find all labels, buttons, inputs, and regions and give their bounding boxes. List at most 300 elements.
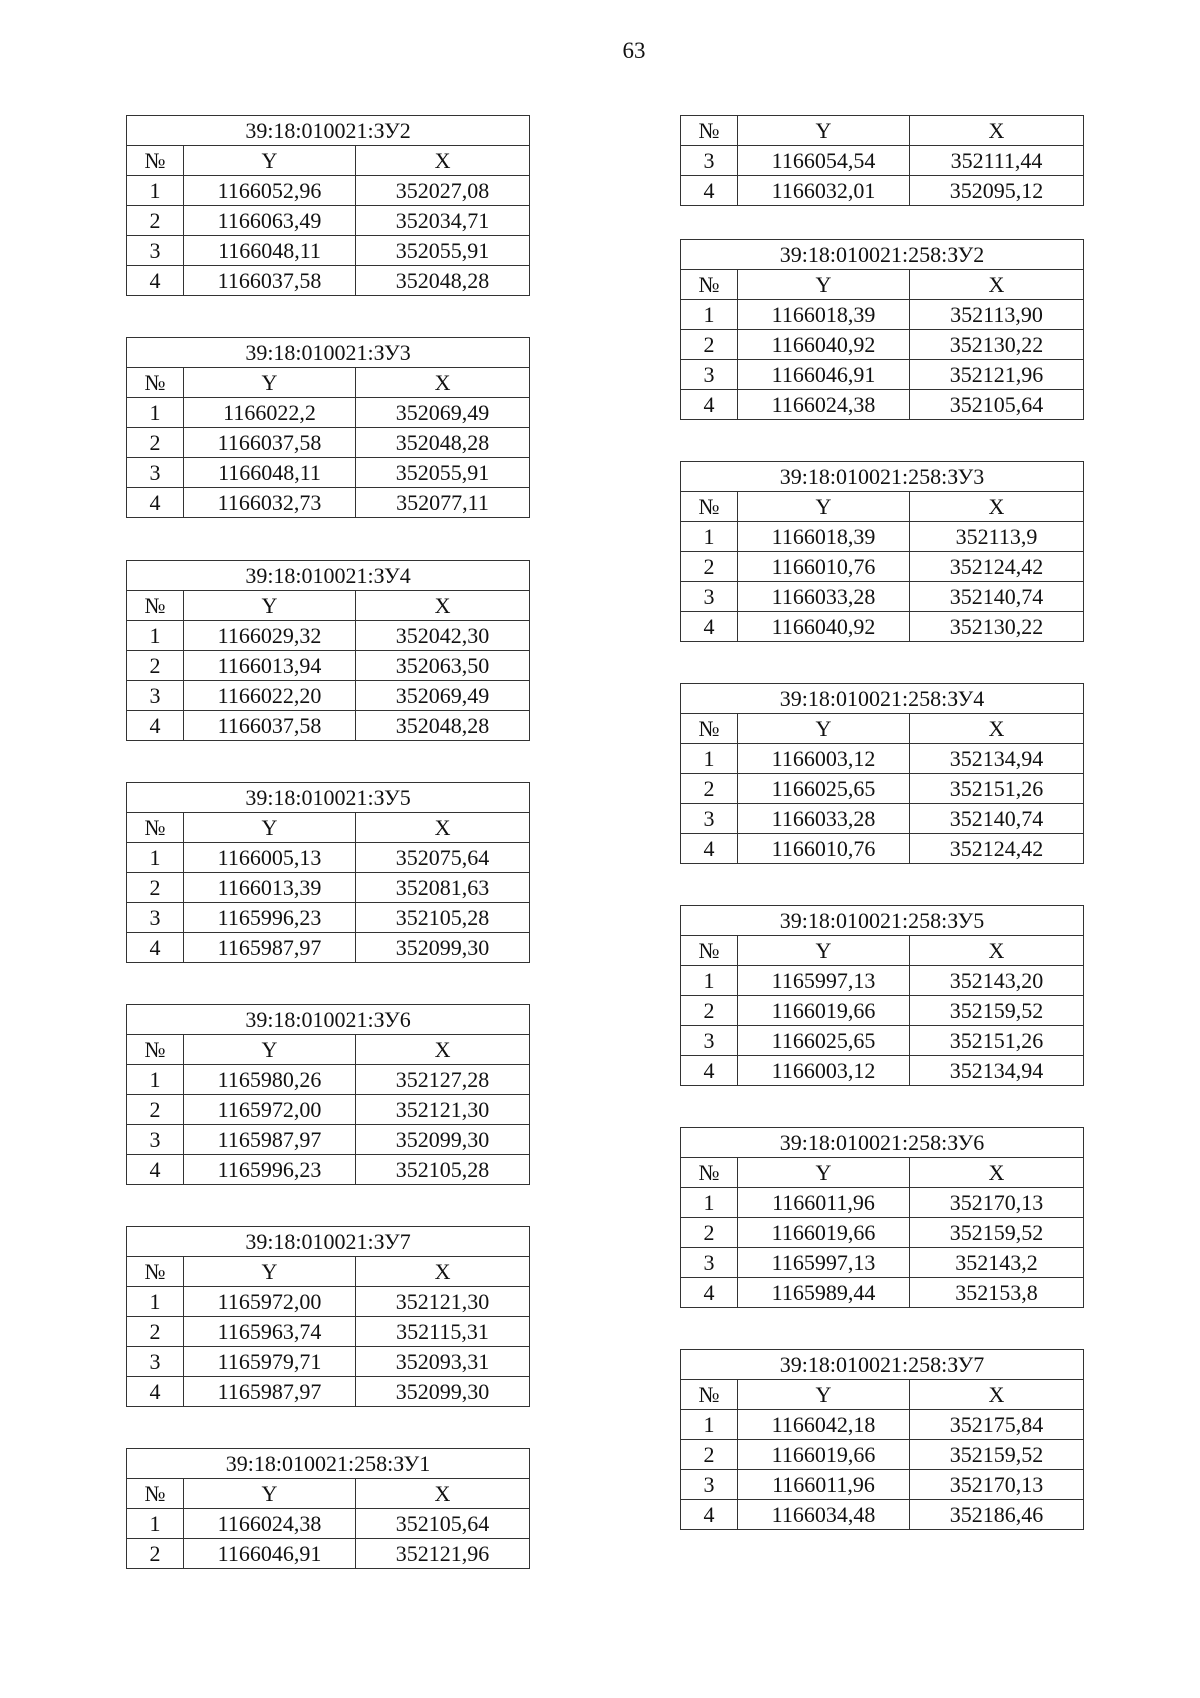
header-x: X	[910, 1380, 1084, 1410]
point-number: 3	[127, 1347, 184, 1377]
coord-y: 1166013,94	[184, 651, 356, 681]
coord-x: 352140,74	[910, 804, 1084, 834]
header-number: №	[127, 1257, 184, 1287]
coord-x: 352124,42	[910, 552, 1084, 582]
point-number: 4	[681, 834, 738, 864]
point-number: 4	[681, 390, 738, 420]
coord-x: 352048,28	[356, 428, 530, 458]
header-y: Y	[738, 714, 910, 744]
coord-x: 352134,94	[910, 1056, 1084, 1086]
point-number: 2	[127, 1539, 184, 1569]
coord-x: 352115,31	[356, 1317, 530, 1347]
table-title-row	[127, 116, 530, 146]
coord-y: 1166019,66	[738, 996, 910, 1026]
table-row	[127, 1287, 530, 1317]
coord-y: 1166003,12	[738, 1056, 910, 1086]
header-number: №	[681, 492, 738, 522]
point-number: 3	[127, 458, 184, 488]
table-row	[127, 1539, 530, 1569]
coord-x: 352105,64	[356, 1509, 530, 1539]
header-x: X	[910, 714, 1084, 744]
header-y: Y	[184, 368, 356, 398]
table-row	[127, 1095, 530, 1125]
point-number: 4	[127, 266, 184, 296]
table-row	[127, 1317, 530, 1347]
header-x: X	[910, 936, 1084, 966]
point-number: 2	[127, 651, 184, 681]
table-row	[127, 1155, 530, 1185]
header-number: №	[681, 714, 738, 744]
table-row	[127, 873, 530, 903]
coord-x: 352130,22	[910, 612, 1084, 642]
point-number: 3	[681, 1248, 738, 1278]
coordinate-table-wrapper	[680, 115, 1084, 206]
coord-x: 352124,42	[910, 834, 1084, 864]
coord-y: 1165996,23	[184, 1155, 356, 1185]
coord-x: 352048,28	[356, 711, 530, 741]
coord-x: 352113,9	[910, 522, 1084, 552]
table-title: 39:18:010021:258:ЗУ7	[681, 1350, 1084, 1380]
point-number: 2	[127, 1095, 184, 1125]
table-row	[681, 774, 1084, 804]
table-row	[681, 522, 1084, 552]
table-title: 39:18:010021:258:ЗУ5	[681, 906, 1084, 936]
coord-y: 1166048,11	[184, 458, 356, 488]
table-title-row	[127, 1449, 530, 1479]
coordinate-table	[126, 115, 530, 296]
coord-x: 352153,8	[910, 1278, 1084, 1308]
point-number: 4	[681, 612, 738, 642]
coordinate-table-wrapper	[680, 1349, 1084, 1530]
coord-x: 352099,30	[356, 933, 530, 963]
coord-x: 352105,28	[356, 903, 530, 933]
point-number: 1	[127, 398, 184, 428]
table-row	[681, 1278, 1084, 1308]
coord-x: 352159,52	[910, 1218, 1084, 1248]
table-title-row	[681, 684, 1084, 714]
table-row	[127, 1377, 530, 1407]
coord-x: 352159,52	[910, 1440, 1084, 1470]
table-row	[681, 804, 1084, 834]
coord-y: 1165972,00	[184, 1287, 356, 1317]
table-title-row	[127, 1005, 530, 1035]
point-number: 3	[127, 681, 184, 711]
header-y: Y	[184, 1035, 356, 1065]
point-number: 2	[681, 996, 738, 1026]
table-row	[127, 681, 530, 711]
table-title-row	[681, 462, 1084, 492]
table-row	[127, 711, 530, 741]
coord-y: 1166003,12	[738, 744, 910, 774]
page-number: 63	[622, 38, 646, 63]
point-number: 2	[681, 1218, 738, 1248]
coord-x: 352099,30	[356, 1125, 530, 1155]
point-number: 2	[681, 1440, 738, 1470]
coordinate-table-wrapper	[126, 1448, 530, 1569]
coord-x: 352055,91	[356, 236, 530, 266]
table-title-row	[127, 1227, 530, 1257]
coord-y: 1166048,11	[184, 236, 356, 266]
coord-x: 352130,22	[910, 330, 1084, 360]
coord-y: 1166010,76	[738, 552, 910, 582]
table-title: 39:18:010021:258:ЗУ4	[681, 684, 1084, 714]
point-number: 3	[681, 360, 738, 390]
coord-x: 352042,30	[356, 621, 530, 651]
coordinate-table	[680, 115, 1084, 206]
table-row	[127, 1125, 530, 1155]
coord-y: 1166010,76	[738, 834, 910, 864]
coordinate-table-wrapper	[126, 115, 530, 296]
coordinate-table	[126, 782, 530, 963]
header-y: Y	[738, 1380, 910, 1410]
coord-x: 352063,50	[356, 651, 530, 681]
table-title: 39:18:010021:ЗУ3	[127, 338, 530, 368]
header-number: №	[681, 936, 738, 966]
table-title-row	[127, 338, 530, 368]
table-row	[681, 1410, 1084, 1440]
coord-y: 1165996,23	[184, 903, 356, 933]
table-row	[681, 1440, 1084, 1470]
coord-y: 1166032,01	[738, 176, 910, 206]
point-number: 3	[681, 582, 738, 612]
coord-y: 1166024,38	[738, 390, 910, 420]
point-number: 4	[127, 933, 184, 963]
header-x: X	[910, 270, 1084, 300]
header-number: №	[127, 1479, 184, 1509]
table-row	[127, 488, 530, 518]
coord-y: 1166034,48	[738, 1500, 910, 1530]
table-row	[681, 552, 1084, 582]
header-y: Y	[184, 591, 356, 621]
coord-y: 1165997,13	[738, 966, 910, 996]
table-row	[127, 933, 530, 963]
coordinate-table-wrapper	[126, 1226, 530, 1407]
coordinate-table-wrapper	[126, 782, 530, 963]
coord-x: 352140,74	[910, 582, 1084, 612]
table-header-row	[681, 1380, 1084, 1410]
table-row	[681, 330, 1084, 360]
table-row	[681, 1026, 1084, 1056]
point-number: 2	[127, 206, 184, 236]
coordinate-table	[126, 1004, 530, 1185]
table-header-row	[681, 270, 1084, 300]
coord-y: 1166005,13	[184, 843, 356, 873]
table-row	[681, 1470, 1084, 1500]
point-number: 2	[681, 552, 738, 582]
header-x: X	[910, 492, 1084, 522]
coord-x: 352027,08	[356, 176, 530, 206]
table-header-row	[681, 936, 1084, 966]
coord-y: 1165987,97	[184, 933, 356, 963]
coord-x: 352170,13	[910, 1188, 1084, 1218]
point-number: 3	[681, 146, 738, 176]
header-y: Y	[184, 813, 356, 843]
point-number: 1	[681, 966, 738, 996]
coord-y: 1165987,97	[184, 1377, 356, 1407]
coord-y: 1165989,44	[738, 1278, 910, 1308]
coordinate-table-wrapper	[680, 461, 1084, 642]
coordinate-table	[680, 683, 1084, 864]
table-header-row	[681, 714, 1084, 744]
point-number: 4	[681, 1056, 738, 1086]
coord-y: 1166022,20	[184, 681, 356, 711]
table-header-row	[127, 1479, 530, 1509]
coord-x: 352081,63	[356, 873, 530, 903]
coord-x: 352143,2	[910, 1248, 1084, 1278]
coord-y: 1165997,13	[738, 1248, 910, 1278]
header-number: №	[127, 1035, 184, 1065]
table-header-row	[127, 813, 530, 843]
coordinate-table	[680, 1349, 1084, 1530]
coord-y: 1166019,66	[738, 1440, 910, 1470]
header-y: Y	[184, 146, 356, 176]
table-row	[127, 843, 530, 873]
header-x: X	[356, 1035, 530, 1065]
table-header-row	[681, 1158, 1084, 1188]
header-number: №	[681, 1380, 738, 1410]
header-number: №	[681, 270, 738, 300]
point-number: 3	[681, 1026, 738, 1056]
table-title: 39:18:010021:ЗУ4	[127, 561, 530, 591]
coord-y: 1165987,97	[184, 1125, 356, 1155]
table-row	[681, 582, 1084, 612]
table-title-row	[681, 1128, 1084, 1158]
table-title: 39:18:010021:ЗУ7	[127, 1227, 530, 1257]
table-header-row	[127, 146, 530, 176]
header-number: №	[127, 368, 184, 398]
point-number: 1	[127, 1509, 184, 1539]
table-header-row	[681, 116, 1084, 146]
coord-y: 1166025,65	[738, 1026, 910, 1056]
point-number: 1	[681, 744, 738, 774]
coordinate-table-wrapper	[126, 560, 530, 741]
table-row	[127, 176, 530, 206]
coord-y: 1166054,54	[738, 146, 910, 176]
coord-x: 352134,94	[910, 744, 1084, 774]
header-x: X	[910, 116, 1084, 146]
header-y: Y	[738, 1158, 910, 1188]
coordinate-table	[680, 461, 1084, 642]
coord-x: 352159,52	[910, 996, 1084, 1026]
coord-x: 352069,49	[356, 681, 530, 711]
point-number: 1	[127, 621, 184, 651]
coord-x: 352151,26	[910, 1026, 1084, 1056]
table-title-row	[681, 1350, 1084, 1380]
coord-y: 1166024,38	[184, 1509, 356, 1539]
table-title-row	[127, 783, 530, 813]
coordinate-table	[126, 1448, 530, 1569]
point-number: 4	[127, 488, 184, 518]
coord-x: 352069,49	[356, 398, 530, 428]
table-row	[127, 458, 530, 488]
point-number: 1	[127, 176, 184, 206]
point-number: 3	[681, 1470, 738, 1500]
point-number: 2	[681, 774, 738, 804]
table-row	[681, 834, 1084, 864]
point-number: 3	[127, 903, 184, 933]
header-number: №	[127, 813, 184, 843]
table-row	[681, 1218, 1084, 1248]
coord-x: 352127,28	[356, 1065, 530, 1095]
coordinate-table	[126, 337, 530, 518]
table-title: 39:18:010021:ЗУ2	[127, 116, 530, 146]
point-number: 1	[127, 1287, 184, 1317]
table-row	[681, 176, 1084, 206]
coord-y: 1166040,92	[738, 612, 910, 642]
header-number: №	[127, 591, 184, 621]
coord-y: 1166052,96	[184, 176, 356, 206]
coord-x: 352093,31	[356, 1347, 530, 1377]
point-number: 1	[681, 522, 738, 552]
coord-y: 1166019,66	[738, 1218, 910, 1248]
point-number: 1	[127, 1065, 184, 1095]
point-number: 2	[127, 873, 184, 903]
coord-x: 352095,12	[910, 176, 1084, 206]
table-row	[127, 621, 530, 651]
header-y: Y	[738, 270, 910, 300]
coord-y: 1165972,00	[184, 1095, 356, 1125]
coord-y: 1166033,28	[738, 804, 910, 834]
table-header-row	[681, 492, 1084, 522]
coord-x: 352105,64	[910, 390, 1084, 420]
table-title-row	[127, 561, 530, 591]
header-number: №	[681, 116, 738, 146]
table-row	[127, 903, 530, 933]
coordinate-table-wrapper	[680, 905, 1084, 1086]
coordinate-table-wrapper	[680, 683, 1084, 864]
table-row	[127, 236, 530, 266]
point-number: 3	[127, 1125, 184, 1155]
coord-y: 1166018,39	[738, 522, 910, 552]
coord-x: 352077,11	[356, 488, 530, 518]
coord-x: 352170,13	[910, 1470, 1084, 1500]
table-header-row	[127, 368, 530, 398]
header-number: №	[127, 146, 184, 176]
table-row	[681, 996, 1084, 1026]
coordinate-table-wrapper	[680, 1127, 1084, 1308]
coord-x: 352111,44	[910, 146, 1084, 176]
coord-x: 352186,46	[910, 1500, 1084, 1530]
coordinate-table-wrapper	[126, 1004, 530, 1185]
point-number: 2	[127, 1317, 184, 1347]
coord-x: 352034,71	[356, 206, 530, 236]
coord-x: 352105,28	[356, 1155, 530, 1185]
point-number: 1	[127, 843, 184, 873]
header-y: Y	[184, 1257, 356, 1287]
header-y: Y	[184, 1479, 356, 1509]
coord-y: 1166011,96	[738, 1188, 910, 1218]
coord-y: 1166013,39	[184, 873, 356, 903]
table-title-row	[681, 240, 1084, 270]
coord-x: 352175,84	[910, 1410, 1084, 1440]
table-row	[681, 360, 1084, 390]
point-number: 1	[681, 1410, 738, 1440]
coord-y: 1166029,32	[184, 621, 356, 651]
header-y: Y	[738, 492, 910, 522]
table-row	[681, 1248, 1084, 1278]
table-header-row	[127, 1035, 530, 1065]
point-number: 2	[681, 330, 738, 360]
coord-x: 352121,30	[356, 1287, 530, 1317]
table-row	[127, 266, 530, 296]
coord-x: 352048,28	[356, 266, 530, 296]
coord-x: 352099,30	[356, 1377, 530, 1407]
table-row	[681, 146, 1084, 176]
coord-x: 352055,91	[356, 458, 530, 488]
coord-y: 1166032,73	[184, 488, 356, 518]
table-row	[127, 398, 530, 428]
point-number: 4	[681, 176, 738, 206]
coord-y: 1166037,58	[184, 428, 356, 458]
coord-y: 1166011,96	[738, 1470, 910, 1500]
coordinate-table	[126, 1226, 530, 1407]
coordinate-table	[680, 1127, 1084, 1308]
table-row	[127, 428, 530, 458]
coord-x: 352121,30	[356, 1095, 530, 1125]
header-x: X	[910, 1158, 1084, 1188]
table-row	[681, 966, 1084, 996]
coord-y: 1166037,58	[184, 266, 356, 296]
coordinate-table	[680, 239, 1084, 420]
coord-x: 352113,90	[910, 300, 1084, 330]
point-number: 3	[127, 236, 184, 266]
table-row	[681, 1056, 1084, 1086]
coord-x: 352143,20	[910, 966, 1084, 996]
coordinate-table	[680, 905, 1084, 1086]
header-x: X	[356, 591, 530, 621]
table-title: 39:18:010021:258:ЗУ3	[681, 462, 1084, 492]
table-row	[681, 300, 1084, 330]
point-number: 2	[127, 428, 184, 458]
point-number: 1	[681, 300, 738, 330]
header-x: X	[356, 146, 530, 176]
point-number: 4	[681, 1278, 738, 1308]
table-title: 39:18:010021:ЗУ5	[127, 783, 530, 813]
point-number: 4	[127, 1155, 184, 1185]
point-number: 4	[127, 711, 184, 741]
coord-y: 1166033,28	[738, 582, 910, 612]
coord-x: 352121,96	[910, 360, 1084, 390]
table-row	[127, 1347, 530, 1377]
table-row	[127, 1065, 530, 1095]
table-title: 39:18:010021:258:ЗУ2	[681, 240, 1084, 270]
coord-y: 1165963,74	[184, 1317, 356, 1347]
coord-y: 1166037,58	[184, 711, 356, 741]
table-title-row	[681, 906, 1084, 936]
table-row	[681, 1188, 1084, 1218]
header-x: X	[356, 1479, 530, 1509]
table-title: 39:18:010021:258:ЗУ1	[127, 1449, 530, 1479]
coord-y: 1166018,39	[738, 300, 910, 330]
table-header-row	[127, 591, 530, 621]
header-x: X	[356, 813, 530, 843]
coordinate-table-wrapper	[126, 337, 530, 518]
table-row	[681, 744, 1084, 774]
coordinate-table-wrapper	[680, 239, 1084, 420]
point-number: 4	[127, 1377, 184, 1407]
coordinate-table	[126, 560, 530, 741]
coord-y: 1166042,18	[738, 1410, 910, 1440]
coord-y: 1166022,2	[184, 398, 356, 428]
coord-y: 1166046,91	[184, 1539, 356, 1569]
coord-y: 1166063,49	[184, 206, 356, 236]
point-number: 1	[681, 1188, 738, 1218]
table-row	[127, 206, 530, 236]
table-header-row	[127, 1257, 530, 1287]
table-row	[127, 1509, 530, 1539]
coord-x: 352075,64	[356, 843, 530, 873]
point-number: 3	[681, 804, 738, 834]
